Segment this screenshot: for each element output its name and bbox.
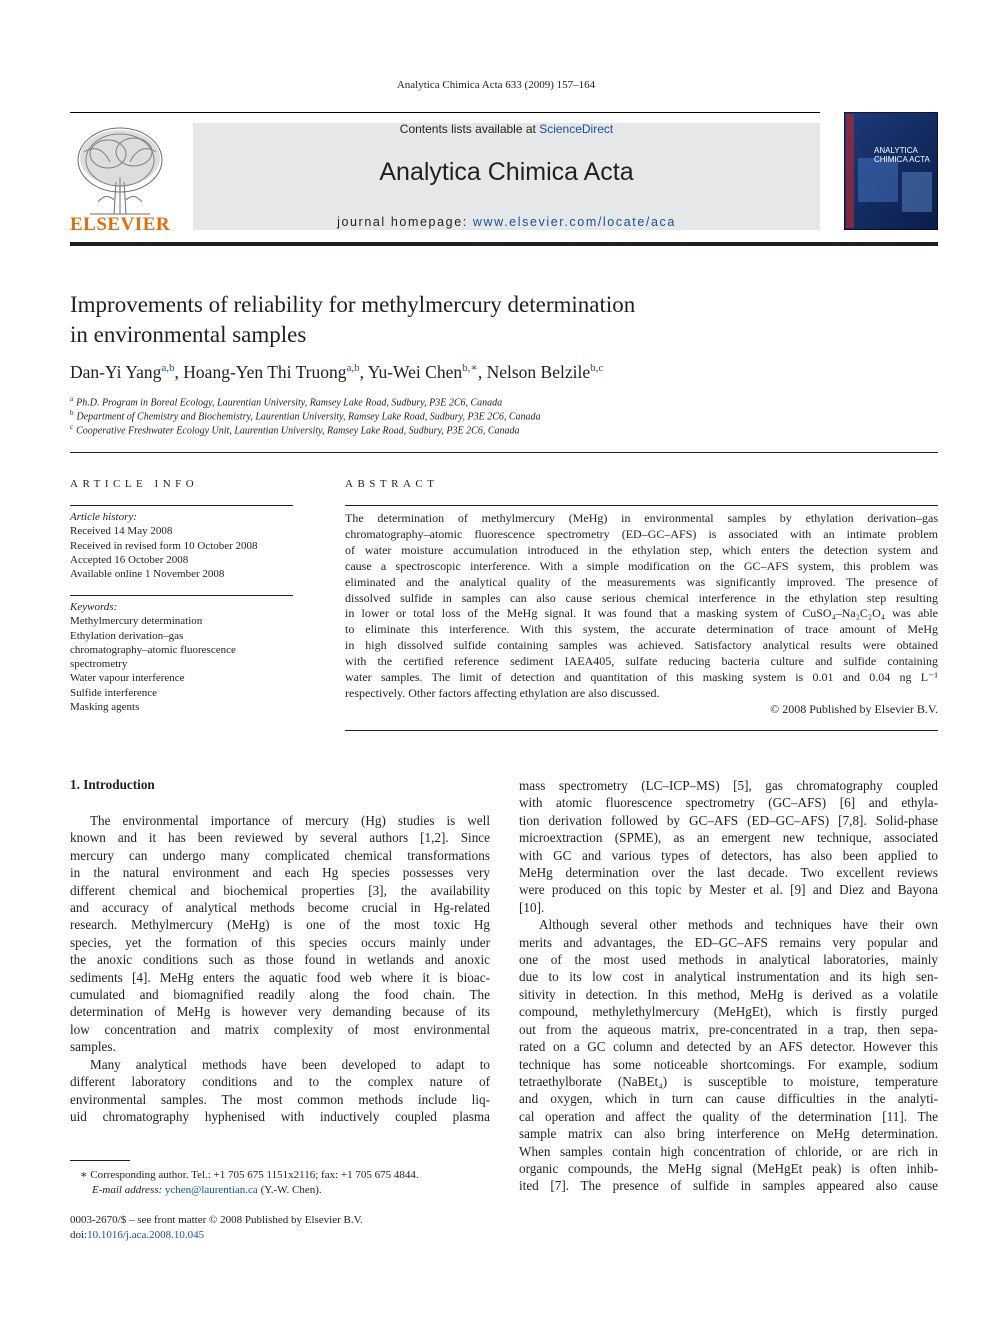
email-suffix: (Y.-W. Chen). xyxy=(257,1184,322,1196)
abstract-line: water samples. The limit of detection and quantitation of this masking system is 0.01 and 0.04 ng L⁻¹ xyxy=(345,670,938,685)
body-line: and accuracy of analytical methods become crucial in Hg-related xyxy=(70,900,490,916)
body-line: with GC and various types of detectors, has also been applied to xyxy=(519,847,938,863)
abstract-line: dissolved sulfide in samples can also cause serious chemical interference in the ethylation step resulting xyxy=(345,590,938,605)
body-line: due to its low cost in analytical instrumentation and its high sen- xyxy=(519,969,938,985)
body-line: When samples contain high concentration of chloride, or are rich in xyxy=(519,1143,938,1159)
body-line: samples. xyxy=(70,1039,116,1055)
affiliation-text: Cooperative Freshwater Ecology Unit, Laurentian University, Ramsey Lake Road, Sudbury, P3E 2C6, Canada xyxy=(76,425,520,437)
copyright-line: © 2008 Published by Elsevier B.V. xyxy=(770,701,938,716)
abstract-line: The determination of methylmercury (MeHg) in environmental samples by ethylation derivation–gas xyxy=(345,511,938,525)
author-affil-ref[interactable]: a,b xyxy=(161,362,175,374)
body-line: known and it has been reviewed by several authors [1,2]. Since xyxy=(70,830,490,846)
body-line: [10]. xyxy=(519,899,545,915)
history-item: Received in revised form 10 October 2008 xyxy=(70,539,258,552)
left-column xyxy=(70,812,490,1125)
body-line: different laboratory conditions and to the complex nature of xyxy=(70,1074,490,1090)
homepage-link[interactable]: www.elsevier.com/locate/aca xyxy=(472,215,676,229)
article-info-heading: ARTICLE INFO xyxy=(70,478,199,490)
affiliation xyxy=(70,409,541,422)
body-line: sediments [4]. MeHg enters the aquatic food web where it is bioac- xyxy=(70,969,490,985)
body-line: in the natural environment and each Hg species possesses very xyxy=(70,865,490,881)
cover-image-icon xyxy=(844,112,938,230)
journal-cover xyxy=(844,112,938,230)
affiliation-key: b xyxy=(70,409,74,417)
affiliation-key: a xyxy=(70,395,74,403)
abstract-line: chromatography–atomic fluorescence spectrometry (ED–GC–AFS) is associated with an intimate problem xyxy=(345,526,938,541)
doi-line xyxy=(70,1228,204,1243)
abstract-rule xyxy=(345,505,938,506)
intro-paragraph-4 xyxy=(519,916,938,1195)
body-line: with atomic fluorescence spectrometry (GC–AFS) [6] and ethyla- xyxy=(519,795,938,811)
right-column xyxy=(519,777,938,1195)
header-rule xyxy=(70,112,820,113)
body-line: research. Methylmercury (MeHg) is one of the most toxic Hg xyxy=(70,917,490,933)
body-line: uid chromatography hyphenised with inductively coupled plasma xyxy=(70,1108,490,1124)
body-line: The environmental importance of mercury (Hg) studies is well xyxy=(90,813,490,828)
body-line: cumulated and biomagnified readily along the food chain. The xyxy=(70,987,490,1003)
cover-title-line1: ANALYTICA xyxy=(874,146,918,155)
body-line: MeHg determination over the last decade. Two excellent reviews xyxy=(519,865,938,881)
homepage-prefix: journal homepage: xyxy=(337,215,473,229)
article-history xyxy=(70,510,295,581)
body-line: environmental samples. The most common methods include liq- xyxy=(70,1091,490,1107)
abstract-bottom-rule xyxy=(345,730,938,731)
body-line: the anoxic conditions such as those found in wetlands and anoxic xyxy=(70,952,490,968)
keyword: Methylmercury determination xyxy=(70,615,203,628)
footnote-rule xyxy=(70,1160,130,1161)
body-line: Although several other methods and techniques have their own xyxy=(539,917,938,933)
masthead-thick-rule xyxy=(70,242,938,246)
abstract-text xyxy=(345,511,938,718)
keyword: chromatography–atomic fluorescence xyxy=(70,643,236,656)
publisher-logo-text: ELSEVIER xyxy=(70,214,171,235)
intro-paragraph-3 xyxy=(519,777,938,916)
title-line-2: in environmental samples xyxy=(70,322,307,347)
author-affil-ref[interactable]: b,∗ xyxy=(462,362,478,374)
affiliation-text: Department of Chemistry and Biochemistry, Laurentian University, Ramsey Lake Road, Sudbury, P3E 2C6, Canada xyxy=(76,411,541,423)
abstract-heading: ABSTRACT xyxy=(345,478,439,490)
affiliation-text: Ph.D. Program in Boreal Ecology, Laurentian University, Ramsey Lake Road, Sudbury, P3E 2C6, Canada xyxy=(76,397,503,409)
body-line: mercury can undergo many complicated chemical transformations xyxy=(70,847,490,863)
history-item: Available online 1 November 2008 xyxy=(70,568,225,581)
body-line: mass spectrometry (LC–ICP–MS) [5], gas chromatography coupled xyxy=(519,778,938,793)
author-name: Nelson Belzile xyxy=(486,361,591,382)
issn-line: 0003-2670/$ – see front matter © 2008 Published by Elsevier B.V. xyxy=(70,1214,363,1226)
author-name: Hoang-Yen Thi Truong xyxy=(183,361,347,382)
body-line: out from the aqueous matrix, pre-concentrated in a trap, then sepa- xyxy=(519,1021,938,1037)
body-line: sample matrix can also bring interference on MeHg determination. xyxy=(519,1126,938,1142)
doi-link[interactable]: 10.1016/j.aca.2008.10.045 xyxy=(87,1229,205,1241)
abstract-line: cause a spectroscopic interference. With a simple modification on the GC–AFS system, this problem was xyxy=(345,558,938,573)
corresponding-footnote: ∗ Corresponding author. Tel.: +1 705 675 1151x2116; fax: +1 705 675 4844. xyxy=(80,1169,419,1181)
email-footnote xyxy=(92,1183,322,1198)
body-line: organic compounds, the MeHg signal (MeHgEt peak) is often inhib- xyxy=(519,1160,938,1176)
body-line: were produced on this topic by Mester et al. [9] and Diez and Bayona xyxy=(519,882,938,898)
keyword: spectrometry xyxy=(70,658,128,671)
keywords-rule xyxy=(70,595,293,596)
journal-name: Analytica Chimica Acta xyxy=(379,158,634,186)
body-line: Many analytical methods have been developed to adapt to xyxy=(90,1056,490,1072)
body-line: different chemical and biochemical properties [3], the availability xyxy=(70,882,490,898)
body-line: and oxygen, which in turn can cause difficulties in the analyti- xyxy=(519,1091,938,1107)
body-line: determination of MeHg is however very demanding because of its xyxy=(70,1004,490,1020)
contents-line xyxy=(193,122,820,136)
affiliation xyxy=(70,395,502,408)
title-line-1: Improvements of reliability for methylmercury determination xyxy=(70,292,636,317)
author-affil-ref[interactable]: b,c xyxy=(590,362,604,374)
abstract-line: in lower or total loss of the MeHg signal. It was found that a masking system of CuSO₄–Na₂C₂O₄ was able xyxy=(345,606,938,621)
body-line: tion derivation followed by GC–AFS (ED–GC–AFS) [7,8]. Solid-phase xyxy=(519,812,938,828)
keyword: Sulfide interference xyxy=(70,686,158,699)
sciencedirect-link[interactable]: ScienceDirect xyxy=(539,122,614,136)
body-line: cal operation and affect the quality of the determination [11]. The xyxy=(519,1108,938,1124)
intro-paragraph-1 xyxy=(70,812,490,1056)
contents-prefix: Contents lists available at xyxy=(399,122,540,136)
body-line: merits and advantages, the ED–GC–AFS remains very popular and xyxy=(519,934,938,950)
body-line: microextraction (SPME), as an emergent new technique, associated xyxy=(519,830,938,846)
homepage-line xyxy=(193,215,820,229)
email-link[interactable]: ychen@laurentian.ca xyxy=(164,1184,258,1196)
doi-prefix: doi: xyxy=(70,1229,88,1241)
body-line: species, yet the formation of this species occurs mainly under xyxy=(70,934,490,950)
running-head: Analytica Chimica Acta 633 (2009) 157–164 xyxy=(396,79,596,91)
body-line: sitivity in detection. In this method, MeHg is derived as a volatile xyxy=(519,986,938,1002)
abstract-line: in high dissolved sulfide containing samples was achieved. Satisfactory analytical results were obtained xyxy=(345,638,938,653)
abstract-line: of water moisture accumulation introduced in the ethylation step, which enters the detection system and xyxy=(345,542,938,557)
body-line: low concentration and matrix complexity of most environmental xyxy=(70,1021,490,1037)
keyword: Ethylation derivation–gas xyxy=(70,629,184,642)
history-item: Received 14 May 2008 xyxy=(70,525,173,538)
body-line: compound, methylethylmercury (MeHgEt), which is firstly purged xyxy=(519,1004,938,1020)
body-line: rated on a GC column and detected by an AFS detector. However this xyxy=(519,1039,938,1055)
author-name: Dan-Yi Yang xyxy=(70,361,162,382)
keywords-label: Keywords: xyxy=(70,601,118,613)
affiliation-key: c xyxy=(70,423,74,431)
author-list: Dan-Yi Yang$^{a,b}$, Hoang-Yen Thi Truong$^{a,b}$, Yu-Wei Chen$^{b,∗}$, Nelson Belzile$^{b,c}$ xyxy=(70,361,604,382)
affiliation-rule xyxy=(70,452,938,453)
email-label: E-mail address: xyxy=(92,1184,165,1196)
body-line: ited [7]. The presence of sulfide in samples appeared also cause xyxy=(519,1178,938,1194)
abstract-line: with the certified reference sediment IAEA405, sulfate reducing bacteria culture and sulfide containing xyxy=(345,654,938,669)
body-line: one of the most used methods in analytical laboratories, mainly xyxy=(519,952,938,968)
cover-title xyxy=(874,146,930,164)
author-name: Yu-Wei Chen xyxy=(367,361,463,382)
body-line: tetraethylborate (NaBEt₄) is susceptible to moisture, temperature xyxy=(519,1073,938,1089)
history-label: Article history: xyxy=(70,511,137,523)
keyword: Water vapour interference xyxy=(70,672,185,685)
author-affil-ref[interactable]: a,b xyxy=(346,362,360,374)
affiliation xyxy=(70,423,519,436)
abstract-line: to eliminate this interference. With this system, the accurate determination of trace amount of MeHg xyxy=(345,622,938,637)
elsevier-logo xyxy=(70,122,170,234)
section-heading: 1. Introduction xyxy=(70,777,155,792)
abstract-line: eliminated and the analytical quality of the measurements was significantly improved. The presence of xyxy=(345,574,938,589)
article-title xyxy=(70,290,830,350)
cover-title-line2: CHIMICA ACTA xyxy=(874,155,930,164)
keywords xyxy=(70,600,295,714)
history-item: Accepted 16 October 2008 xyxy=(70,553,189,566)
intro-paragraph-2 xyxy=(70,1056,490,1126)
keyword: Masking agents xyxy=(70,701,140,714)
article-info-rule xyxy=(70,505,293,506)
abstract-line: respectively. Other factors affecting ethylation are also discussed. xyxy=(345,685,660,700)
body-line: technique has some noticeable shortcomings. For example, sodium xyxy=(519,1056,938,1072)
